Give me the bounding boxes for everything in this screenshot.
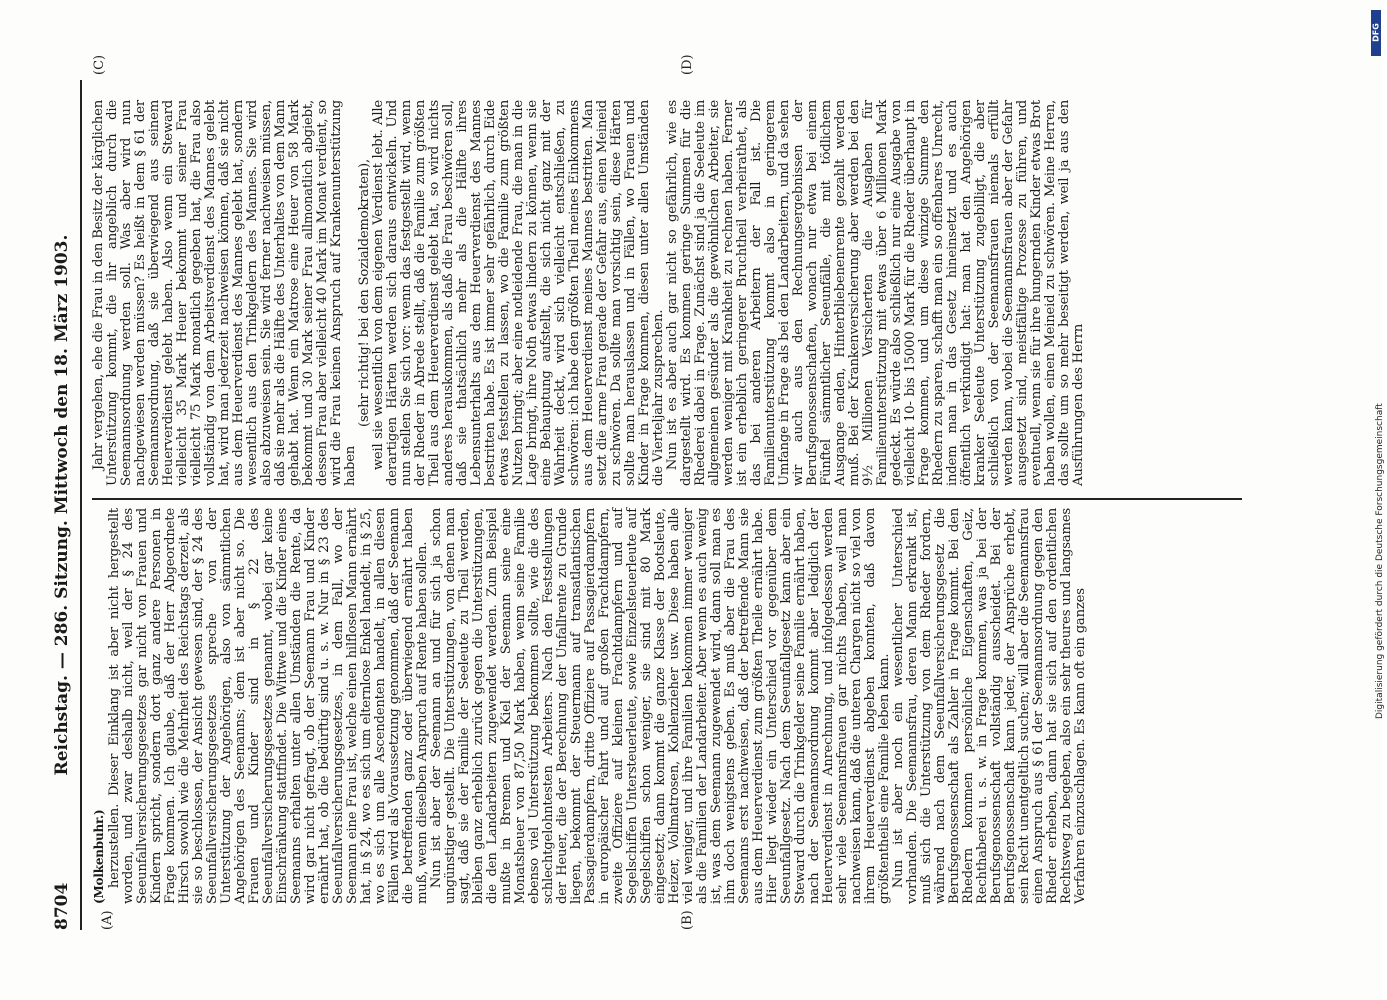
digitization-note-text: Digitalisierung gefördert durch die Deutsche Forschungsgemeinschaft [1375,403,1385,719]
page-title: Reichstag. — 286. Sitzung. Mittwoch den 18. März 1903. [52,234,72,776]
paragraph: weil sie wesentlich von dem eigenen Verdienst lebt. Alle derartigen Härten werden sich daraus entwickeln. Und nun stellen Sie sich vor: wenn das festgestellt wird, wenn der Rheder in Abrede stellt, daß die Familie zum größten Theil aus dem Heuerverdienst gelebt hat, so wird nichts anderes herauskommen, als daß die Frau beschwören soll, daß sie thatsächlich mehr als die Hälfte ihres Lebensunterhalts aus dem Heuerverdienst des Mannes bestritten habe. Es ist immer sehr gefährlich, durch Eide etwas feststellen zu lassen, wo die Familie zum größten Nutzen bringt; aber eine notleidende Frau, die man in die Lage bringt, ihre Noth etwas lindern zu können, wenn sie eine Behauptung aufstellt, die sich nicht ganz mit der Wahrheit deckt, wird sich vielleicht entschließen, zu schwören: ich habe den größten Theil meines Einkommens aus dem Heuerverdienst meines Mannes bestritten. Man setzt die arme Frau gerade der Gefahr aus, einen Meineid zu schwören. Da sollte man vorsichtig sein, diese Härten sollte man herauslassen und in Fällen, wo Frauen und Kinder in Frage kommen, diesen unter allen Umständen die Vierteljahr zusprechen. [371,100,666,486]
dfg-logo-text: DFG [1371,23,1381,42]
right-column [92,100,1252,486]
paragraph: Jahr vergehen, ehe die Frau in den Besitz der kärglichen Unterstützung kommt, die ihr angeblich durch die Seemannsordnung werden soll. Was aber wird nun nachgewiesen werden müssen? Es heißt in dem § 61 der Seemannsordnung, daß sie überwiegend aus seinem Heuerverdienst gelebt haben. Also wenn ein Steward vielleicht 35 Mark Heuer bekommt und seiner Frau vielleicht 75 Mark monatlich gegeben hat, die Frau also vollständig von dem Arbeitsverdienst des Mannes gelebt hat, wird man jederzeit nachweisen können, daß sie nicht aus dem Heuerverdienst des Mannes gelebt hat, sondern wesentlich aus den Trinkgeldern des Mannes. Sie wird also abzuweisen sein. Sie wird ferner nachweisen müssen, daß sie mehr als die Hälfte des Unterhaltes von dem Mann gehabt hat. Wenn ein Matrose eine Heuer von 58 Mark bekommt und 30 Mark seiner Frau allmonatlich abgiebt, dessen Frau aber vielleicht 40 Mark im Monat verdient, so wird die Frau keinen Anspruch auf Krankenunterstützung haben [91,100,358,486]
paragraph: herzustellen. Dieser Einklang ist aber nicht hergestellt worden, und zwar deshalb nicht, weil der § 24 des Seeunfallversicherungsgesetzes gar nicht von Frauen und Kindern spricht, sondern dort ganz andere Personen in Frage kommen. Ich glaube, daß der Herr Abgeordnete Hirsch sowohl wie die Mehrheit des Reichstags derzeit, als sie so beschlossen, der Ansicht gewesen sind, der § 24 des Seeunfallversicherungsgesetzes spreche von der Unterstützung der Angehörigen, also von sämmtlichen Angehörigen des Seemanns; dem ist aber nicht so. Die Frauen und Kinder sind in § 22 des Seeunfallversicherungsgesetzes genannt, wobei gar keine Einschränkung stattfindet. Die Wittwe und die Kinder eines Seemanns erhalten unter allen Umständen die Rente, da wird gar nicht gefragt, ob der Seemann Frau und Kinder ernährt hat, ob die bedürftig sind u. s. w. Nur in § 23 des Seeunfallversicherungsgesetzes, in dem Fall, wo der Seemann eine Frau ist, welche einen hilflosen Mann ernährt hat, in § 24, wo es sich um elternlose Enkel handelt, in § 25, wo es sich um alle Ascendenten handelt, in allen diesen Fällen wird als Voraussetzung genommen, daß der Seemann die betreffenden ganz oder überwiegend ernährt haben muß, wenn dieselben Anspruch auf Rente haben sollen. [107,508,430,904]
digitization-note [1376,58,1386,718]
margin-marker-c: (C) [92,54,107,75]
margin-marker-d: (D) [680,54,695,75]
paragraph: Nun ist aber noch ein wesentlicher Unterschied vorhanden. Die Seemannsfrau, deren Mann erkrankt ist, muß sich die Unterstützung von dem Rheder fordern, während nach dem Seeunfallversicherungsgesetz die Berufsgenossenschaft als Zahler in Frage kommt. Bei den Rhedern kommen persönliche Eigenschaften, Geiz, Rechthaberei u. s. w. in Frage kommen, was ja bei der Berufsgenossenschaft vollständig ausscheidet. Bei der Berufsgenossenschaft kann jeder, der Ansprüche erhebt, sein Recht unentgeltlich suchen; will aber die Seemannsfrau einen Anspruch aus § 61 der Seemannsordnung gegen den Rheder erheben, dann hat sie sich auf den ordentlichen Rechtsweg zu begeben, also ein sehr theures und langsames Verfahren einzuschlagen. Es kann oft ein ganzes [891,507,1088,904]
page-number: 8704 [52,882,72,930]
paragraph: (sehr richtig! bei den Sozialdemokraten), [357,159,372,427]
margin-marker-b: (B) [680,910,695,930]
running-head [50,80,82,930]
column-divider [92,498,1242,500]
paragraph: Nun ist aber der Seemann an und für sich ja schon ungünstiger gestellt. Die Unterstützungen, von denen man sagt, daß sie der Familie der Seeleute zu Theil werden, bleiben ganz erheblich zurück gegen die Unterstützungen, die den Landarbeitern zugewendet werden. Zum Beispiel mußte in Bremen und Kiel der Seemann seine eine Monatsheuer von 87,50 Mark haben, wenn seine Familie ebenso viel Unterstützung bekommen sollte, wie die des schlechtgelohntesten Arbeiters. Nach den Feststellungen der Heuer, die der Berechnung der Unfallrente zu Grunde liegen, bekommt der Steuermann auf transatlantischen Passagierdampfern, dritte Offiziere auf Passagierdampfern in europäischer Fahrt und auf großen Frachtdampfern, zweite Offiziere auf kleinen Frachtdampfern und auf Segelschiffen Untersteuerleute, sowie Einzelsteuerleute auf Segelschiffen schon weniger, sie sind mit 80 Mark eingesetzt; dann kommt die ganze Klasse der Bootsleute, Heizer, Vollmatrosen, Kohlenzieher usw. Diese haben alle viel weniger, und ihre Familien bekommen immer weniger als die Familien der Landarbeiter. Aber wenn es auch wenig ist, was dem Seemann zugewendet wird, dann soll man es ihm doch wenigstens geben. Es muß aber die Frau des Seemanns erst nachweisen, daß der betreffende Mann sie aus dem Heuerverdienst zum größten Theile ernährt habe. Hier liegt wieder ein Unterschied vor gegenüber dem Seeunfallgesetz. Nach dem Seeunfallgesetz kann aber ein Steward durch die Trinkgelder seine Familie ernährt haben, nach der Seemannsordnung kommt aber lediglich der Heuerverdienst in Anrechnung, und infolgedessen werden sehr viele Seemannsfrauen gar nichts haben, weil man nachweisen kann, daß die unteren Chargen nicht so viel von ihrem Heuerverdienst abgeben konnten, daß davon größtentheils eine Familie leben kann. [429,508,892,904]
paragraph: Nun ist es aber auch gar nicht so gefährlich, wie es dargestellt wird. Es kommen geringe Summen für die Rhederei dabei in Frage. Zunächst sind ja die Seeleute im allgemeinen gesünder als die gewöhnlichen Arbeiter, sie werden weniger mit Krankheit zu rechnen haben. Ferner ist ein erheblich geringerer Bruchtheil verheirathet, als das bei anderen Arbeitern der Fall ist. Die Familienunterstützung kommt also in geringerem Umfange in Frage als bei den Landarbeitern, und da sehen wir auch aus den Rechnungsergebnissen der Berufsgenossenschaften, wonach nur etwa bei einem Fünftel sämmtlicher Seeunfälle, die mit tödlichem Ausgange enden, Hinterbliebenenrente gezahlt werden muß. Bei der Krankenversicherung aber werden bei den 9½ Millionen Versicherten die Ausgaben für Familienunterstützung mit etwas über 6 Millionen Mark gedeckt. Es würde also schließlich nur eine Ausgabe von vielleicht 10- bis 15000 Mark für die Rheder überhaupt in Frage kommen, und um diese winzige Summe den Rhedern zu sparen, schafft man ein so offenbares Unrecht, indem man in das Gesetz hineinsetzt und es auch öffentlich verkündigt hat: man hat den Angehörigen kranker Seeleute Unterstützung zugebilligt, die aber schließlich von der Seemannsfrauen niemals erfüllt werden kann, wobei die Seemannsfrauen aber der Gefahr ausgesetzt sind, meistfältige Prozesse zu führen, und eventuell, wenn sie für ihre hungernden Kinder etwas Brot haben wollen, einen Meineid zu schwören. Meine Herren, das sollte um so mehr beseitigt werden, weil ja aus den Ausführungen des Herrn [665,100,1086,486]
speaker-note: (Molkenbuhr.) [92,809,106,904]
dfg-logo [1371,10,1381,56]
margin-marker-a: (A) [100,910,115,930]
left-column [92,508,1252,904]
